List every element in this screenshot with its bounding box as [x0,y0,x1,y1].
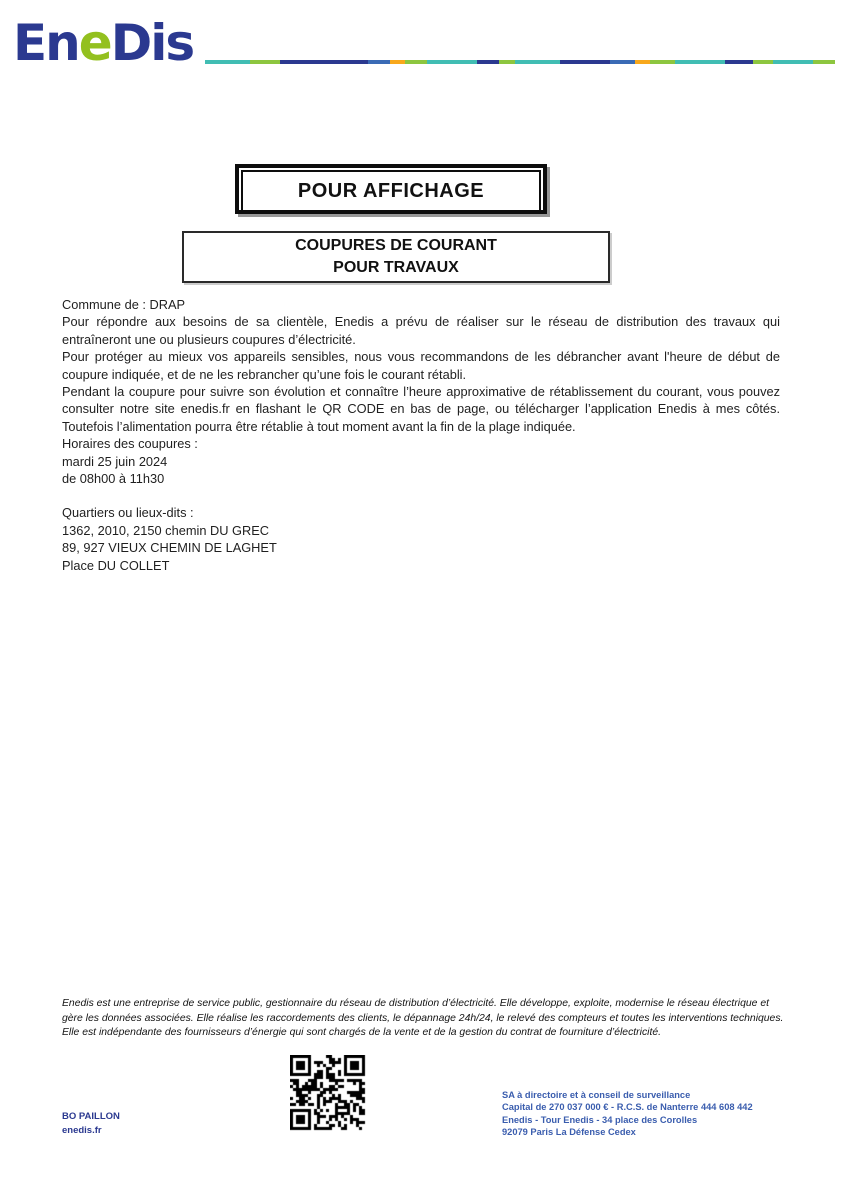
paragraph-qrcode-info: Pendant la coupure pour suivre son évolution et connaître l’heure approximative de rétablissement du courant, vous pouvez consulter notre site enedis.fr en flashant le QR CODE en bas de page, ou télécharger l’application Enedis à mes côtés. Toutefois l’alimentation pourra être rétablie à tout moment avant la fin de la plage indiquée. [62,384,780,434]
horaires-label: Horaires des coupures : [62,436,198,452]
legal-line: 92079 Paris La Défense Cedex [502,1127,636,1138]
address-line: Place DU COLLET [62,557,170,573]
brand-color-line [205,60,835,64]
outage-date: mardi 25 juin 2024 [62,453,168,469]
logo-text-blue-right: Dis [110,14,194,72]
sender-office: BO PAILLON [62,1111,120,1122]
legal-block [502,1089,753,1139]
address-line: 89, 927 VIEUX CHEMIN DE LAGHET [62,540,277,556]
legal-line: SA à directoire et à conseil de surveillance [502,1090,691,1100]
address-line: 1362, 2010, 2150 chemin DU GREC [62,522,269,538]
company-description: Enedis est une entreprise de service public, gestionnaire du réseau de distribution d’électricité. Elle développe, exploite, modernise le réseau électrique et gère les données associées. Elle réalise les raccordements des clients, le dépannage 24h/24, le relevé des compteurs et toutes les interventions techniques. Elle est indépendante des fournisseurs d’énergie qui sont chargés de la vente et de la gestion du contrat de fourniture d’électricité. [62,998,784,1039]
outage-time: de 08h00 à 11h30 [62,471,165,487]
notice-title-line1: COUPURES DE COURANT [295,237,497,254]
legal-line: Enedis - Tour Enedis - 34 place des Corolles [502,1114,698,1125]
notice-title-line2: POUR TRAVAUX [333,259,459,276]
website-text: enedis.fr [62,1125,102,1136]
pour-affichage-banner [235,164,547,214]
quartiers-block [62,504,780,574]
legal-line: Capital de 270 037 000 € - R.C.S. de Nanterre 444 608 442 [502,1102,753,1113]
outage-schedule [62,453,780,488]
quartiers-label: Quartiers ou lieux-dits : [62,505,194,521]
notice-title-box [182,231,610,283]
letter-body [62,296,780,574]
logo-text-blue-left: En [13,14,79,72]
paragraph-intro: Pour répondre aux besoins de sa clientèle, Enedis a prévu de réaliser sur le réseau de distribution des travaux qui entraîneront une ou plusieurs coupures d’électricité. [62,314,780,347]
enedis-logo [13,14,193,72]
qr-code [290,1055,366,1131]
logo-text-green-e: e [78,14,111,72]
paragraph-advice: Pour protéger au mieux vos appareils sensibles, nous vous recommandons de les débrancher avant l'heure de début de coupure indiquée, et de ne les rebrancher qu’une fois le courant rétabli. [62,349,780,382]
pour-affichage-label: POUR AFFICHAGE [241,170,541,212]
sender-block [62,1110,120,1138]
commune-line: Commune de : DRAP [62,297,186,312]
